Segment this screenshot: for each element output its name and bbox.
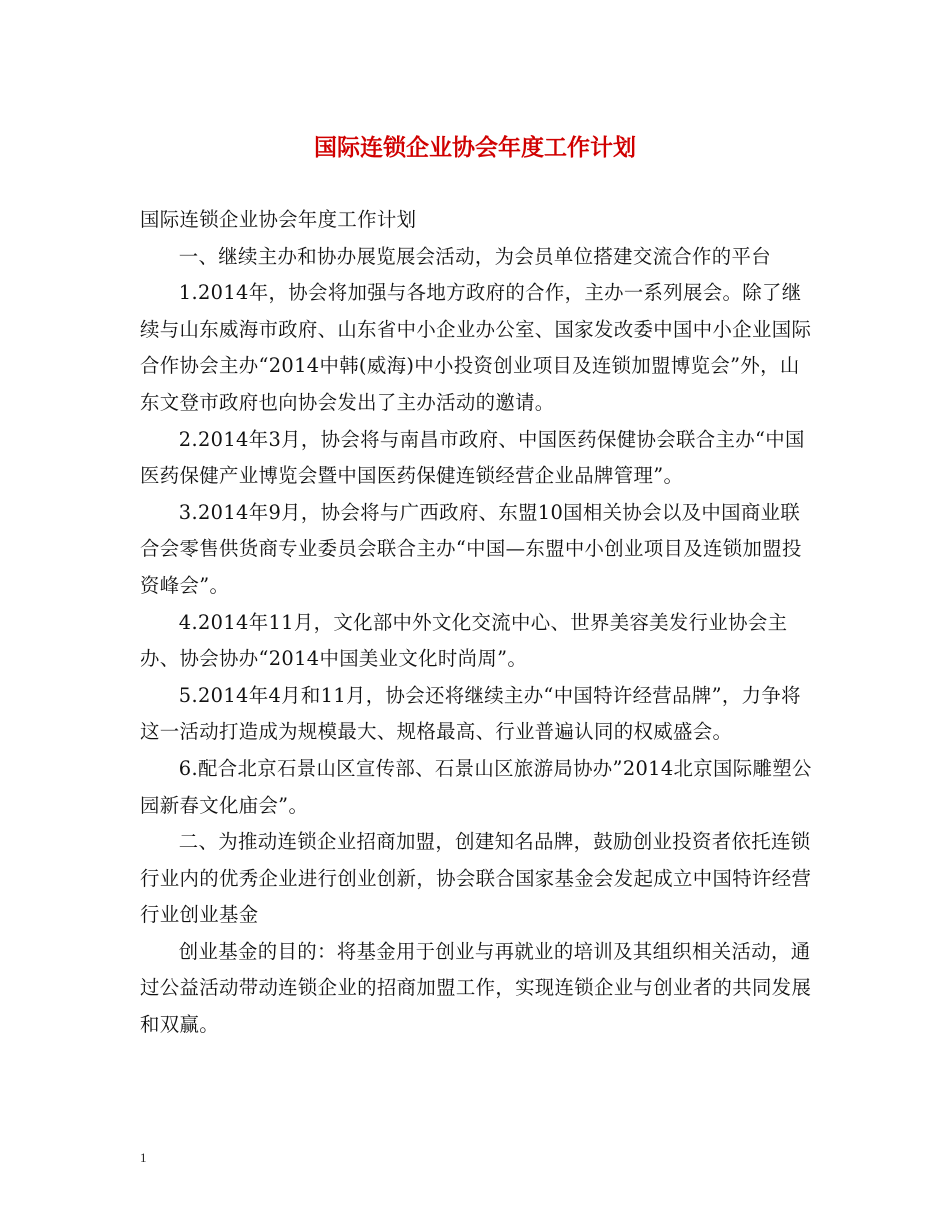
paragraph-fund-purpose: 创业基金的目的：将基金用于创业与再就业的培训及其组织相关活动，通过公益活动带动连锁企业的招商加盟工作，实现连锁企业与创业者的共同发展和双赢。 [140, 939, 812, 1037]
document-body [140, 202, 816, 1044]
paragraph-section-1-heading: 一、继续主办和协办展览展会活动，为会员单位搭建交流合作的平台 [178, 244, 772, 268]
paragraph-item-5: 5.2014年4月和11月，协会还将继续主办“中国特许经营品牌”，力争将这一活动打造成为规模最大、规格最高、行业普遍认同的权威盛会。 [140, 683, 801, 744]
paragraph-section-2-heading: 二、为推动连锁企业招商加盟，创建知名品牌，鼓励创业投资者依托连锁行业内的优秀企业进行创业创新，协会联合国家基金会发起成立中国特许经营行业创业基金 [140, 830, 812, 927]
paragraph-item-4: 4.2014年11月，文化部中外文化交流中心、世界美容美发行业协会主办、协会协办“2014中国美业文化时尚周”。 [140, 610, 788, 671]
paragraph-item-1: 1.2014年，协会将加强与各地方政府的合作，主办一系列展会。除了继续与山东威海市政府、山东省中小企业办公室、国家发改委中国中小企业国际合作协会主办“2014中韩(威海)中小投资创业项目及连锁加盟博览会”外，山东文登市政府也向协会发出了主办活动的邀请。 [140, 281, 812, 414]
page-number: 1 [140, 1150, 147, 1165]
paragraph-item-2: 2.2014年3月，协会将与南昌市政府、中国医药保健协会联合主办“中国医药保健产业博览会暨中国医药保健连锁经营企业品牌管理”。 [140, 427, 805, 488]
paragraph-item-6: 6.配合北京石景山区宣传部、石景山区旅游局协办”2014北京国际雕塑公园新春文化庙会”。 [140, 756, 812, 817]
paragraph-subtitle: 国际连锁企业协会年度工作计划 [140, 208, 417, 231]
paragraph-item-3: 3.2014年9月，协会将与广西政府、东盟10国相关协会以及中国商业联合会零售供货商专业委员会联合主办“中国—东盟中小创业项目及连锁加盟投资峰会”。 [140, 500, 802, 597]
document-title: 国际连锁企业协会年度工作计划 [314, 135, 636, 161]
